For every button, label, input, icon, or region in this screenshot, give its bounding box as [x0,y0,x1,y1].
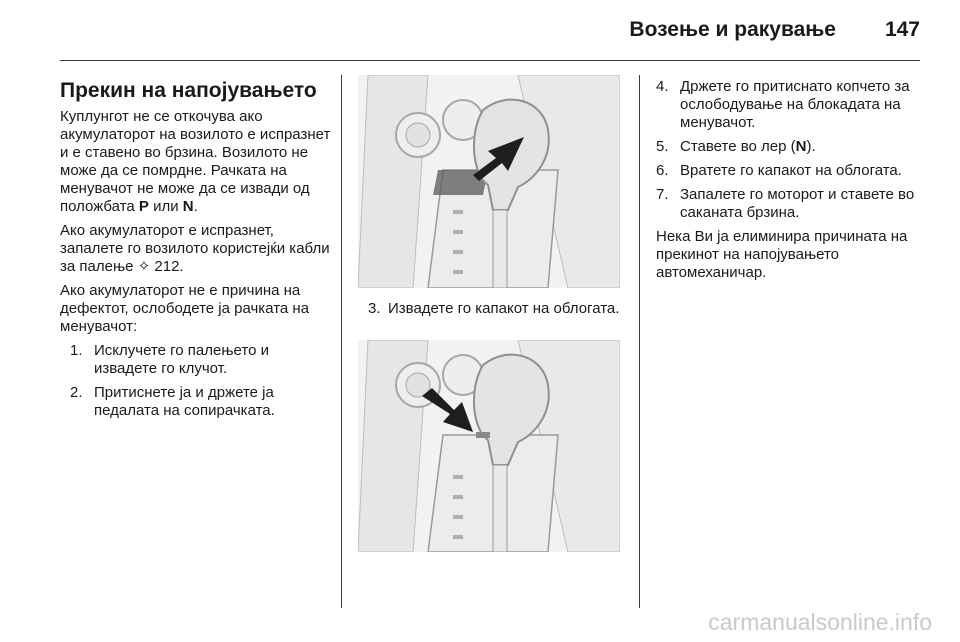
steps-list [656,78,926,222]
column-divider [341,75,342,608]
step-text: Држете го притиснато копчето за ослободување на блокадата на менувачот. [680,78,910,131]
section-title: Прекин на напојувањето [60,79,317,102]
illustration-release-button [358,340,620,552]
illustration-shift-lever-cover [358,75,620,288]
paragraph [60,282,335,336]
paragraph-text: Ако акумулаторот не е причина на дефектот, ослободете ја рачката на менувачот: [60,282,310,335]
paragraph-text: или [148,198,183,215]
list-item [70,384,335,420]
step-text: Притиснете ја и држете ја педалата на сопирачката. [94,384,275,419]
header-title: Возење и ракување [629,18,836,41]
paragraph-text: Ако акумулаторот е испразнет, запалете го возилото користејќи кабли за палење [60,222,330,275]
column-right [656,78,926,288]
step-number: 5. [656,138,669,155]
step-text: Запалете го моторот и ставете во саканата брзина. [680,186,915,221]
paragraph [60,222,335,276]
step-3 [368,300,630,318]
page-reference-icon: ✧ [137,258,151,275]
step-number: 3. [368,300,381,317]
page-header [0,0,960,60]
watermark: carmanualsonline.info [708,609,932,635]
list-item [656,186,926,222]
list-item [656,138,926,156]
column-left [60,74,335,426]
column-divider [639,75,640,608]
step-text: Ставете во лер ( [680,138,796,155]
step-text: Исклучете го палењето и извадете го клучот. [94,342,269,377]
page-number: 147 [884,18,920,41]
page-reference[interactable]: 212. [154,258,184,275]
paragraph-text: . [193,198,198,215]
list-item [656,78,926,132]
header-rule [60,60,920,61]
step-text: Извадете го капакот на облогата. [388,300,620,317]
gear-n-label: N [182,198,194,215]
paragraph [60,108,335,216]
steps-list [70,342,335,420]
step-number: 4. [656,78,669,95]
step-text: Вратете го капакот на облогата. [680,162,902,179]
list-item [656,162,926,180]
step-text: ). [806,138,816,155]
step-number: 6. [656,162,669,179]
step-number: 2. [70,384,83,401]
step-number: 7. [656,186,669,203]
gear-p-label: P [138,198,149,215]
paragraph-text: Куплунгот не се откочува ако акумулаторот на возилото е испразнет и е ставено во брзина. Возилото не може да се помрдне. Рачката на менувачот не може да се извади од положбата [60,108,331,215]
gear-n-label: N [795,138,807,155]
step-number: 1. [70,342,83,359]
closing-paragraph: Нека Ви ја елиминира причината на прекинот на напојувањето автомеханичар. [656,228,908,281]
list-item [70,342,335,378]
